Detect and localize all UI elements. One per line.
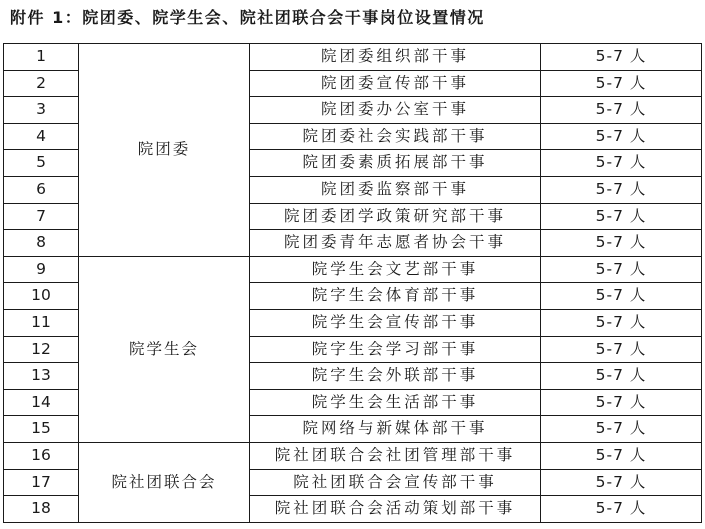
headcount: 5-7 人 <box>541 283 702 310</box>
headcount: 5-7 人 <box>541 309 702 336</box>
headcount: 5-7 人 <box>541 496 702 523</box>
post-name: 院学生会宣传部干事 <box>250 309 541 336</box>
headcount: 5-7 人 <box>541 416 702 443</box>
headcount: 5-7 人 <box>541 97 702 124</box>
headcount: 5-7 人 <box>541 363 702 390</box>
row-number: 5 <box>4 150 79 177</box>
row-number: 13 <box>4 363 79 390</box>
post-name: 院学生会文艺部干事 <box>250 256 541 283</box>
headcount: 5-7 人 <box>541 176 702 203</box>
post-name: 院社团联合会宣传部干事 <box>250 469 541 496</box>
row-number: 3 <box>4 97 79 124</box>
row-number: 1 <box>4 44 79 71</box>
positions-table-body <box>4 44 702 523</box>
headcount: 5-7 人 <box>541 256 702 283</box>
post-name: 院社团联合会活动策划部干事 <box>250 496 541 523</box>
row-number: 7 <box>4 203 79 230</box>
post-name: 院学生会生活部干事 <box>250 389 541 416</box>
headcount: 5-7 人 <box>541 203 702 230</box>
department-cell: 院团委 <box>79 44 250 257</box>
post-name: 院字生会体育部干事 <box>250 283 541 310</box>
row-number: 10 <box>4 283 79 310</box>
table-row <box>4 44 702 71</box>
post-name: 院字生会外联部干事 <box>250 363 541 390</box>
row-number: 18 <box>4 496 79 523</box>
row-number: 16 <box>4 442 79 469</box>
post-name: 院团委办公室干事 <box>250 97 541 124</box>
row-number: 12 <box>4 336 79 363</box>
headcount: 5-7 人 <box>541 442 702 469</box>
headcount: 5-7 人 <box>541 70 702 97</box>
department-cell: 院社团联合会 <box>79 442 250 522</box>
headcount: 5-7 人 <box>541 336 702 363</box>
post-name: 院社团联合会社团管理部干事 <box>250 442 541 469</box>
positions-table <box>3 43 702 523</box>
headcount: 5-7 人 <box>541 389 702 416</box>
headcount: 5-7 人 <box>541 150 702 177</box>
headcount: 5-7 人 <box>541 469 702 496</box>
row-number: 15 <box>4 416 79 443</box>
post-name: 院团委宣传部干事 <box>250 70 541 97</box>
headcount: 5-7 人 <box>541 230 702 257</box>
row-number: 8 <box>4 230 79 257</box>
post-name: 院团委素质拓展部干事 <box>250 150 541 177</box>
department-cell: 院学生会 <box>79 256 250 442</box>
row-number: 17 <box>4 469 79 496</box>
headcount: 5-7 人 <box>541 44 702 71</box>
page-title: 附件 1：院团委、院学生会、院社团联合会干事岗位设置情况 <box>10 8 485 27</box>
row-number: 4 <box>4 123 79 150</box>
post-name: 院团委团学政策研究部干事 <box>250 203 541 230</box>
post-name: 院团委社会实践部干事 <box>250 123 541 150</box>
post-name: 院网络与新媒体部干事 <box>250 416 541 443</box>
post-name: 院团委监察部干事 <box>250 176 541 203</box>
row-number: 9 <box>4 256 79 283</box>
row-number: 2 <box>4 70 79 97</box>
table-row <box>4 256 702 283</box>
post-name: 院团委组织部干事 <box>250 44 541 71</box>
post-name: 院团委青年志愿者协会干事 <box>250 230 541 257</box>
headcount: 5-7 人 <box>541 123 702 150</box>
post-name: 院字生会学习部干事 <box>250 336 541 363</box>
row-number: 11 <box>4 309 79 336</box>
table-row <box>4 442 702 469</box>
row-number: 6 <box>4 176 79 203</box>
row-number: 14 <box>4 389 79 416</box>
